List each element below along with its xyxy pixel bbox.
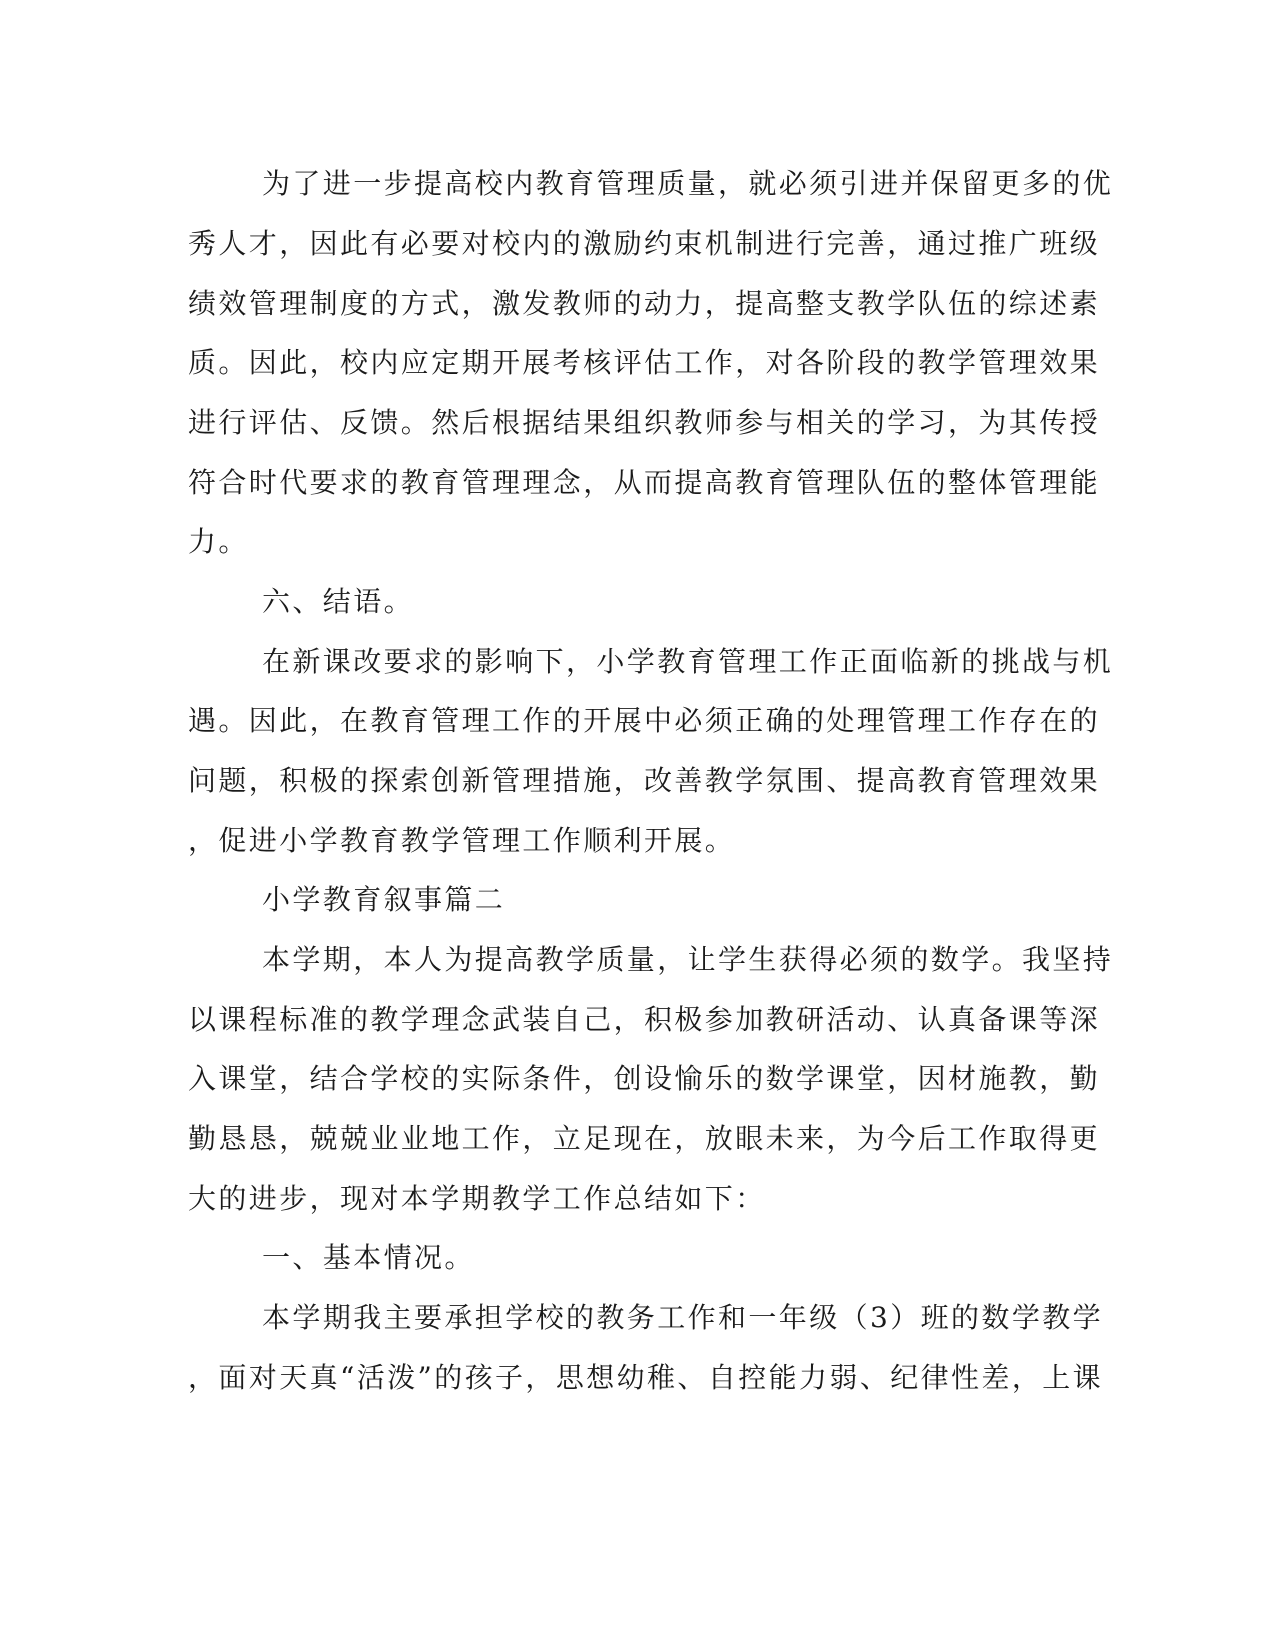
text-line: 本学期，本人为提高教学质量，让学生获得必须的数学。我坚持 <box>262 943 1114 976</box>
text-line: 力。 <box>188 525 249 558</box>
text-line: 大的进步，现对本学期教学工作总结如下： <box>188 1182 766 1215</box>
text-line: 质。因此，校内应定期开展考核评估工作，对各阶段的教学管理效果 <box>188 346 1101 379</box>
text-line: 绩效管理制度的方式，激发教师的动力，提高整支教学队伍的综述素 <box>188 287 1101 320</box>
text-line: ，面对天真“活泼”的孩子，思想幼稚、自控能力弱、纪律性差，上课 <box>188 1361 1104 1394</box>
text-line: 进行评估、反馈。然后根据结果组织教师参与相关的学习，为其传授 <box>188 406 1101 439</box>
text-line: 为了进一步提高校内教育管理质量，就必须引进并保留更多的优 <box>262 167 1114 200</box>
text-line: ，促进小学教育教学管理工作顺利开展。 <box>188 824 736 857</box>
section-heading: 六、结语。 <box>262 585 415 618</box>
section-heading: 一、基本情况。 <box>262 1241 475 1274</box>
text-line: 入课堂，结合学校的实际条件，创设愉乐的数学课堂，因材施教，勤 <box>188 1062 1101 1095</box>
text-line: 本学期我主要承担学校的教务工作和一年级（3）班的数学教学 <box>262 1301 1104 1334</box>
text-line: 在新课改要求的影响下，小学教育管理工作正面临新的挑战与机 <box>262 645 1114 678</box>
text-line: 秀人才，因此有必要对校内的激励约束机制进行完善，通过推广班级 <box>188 227 1101 260</box>
article-title: 小学教育叙事篇二 <box>262 883 506 916</box>
text-line: 以课程标准的教学理念武装自己，积极参加教研活动、认真备课等深 <box>188 1003 1101 1036</box>
text-line: 遇。因此，在教育管理工作的开展中必须正确的处理管理工作存在的 <box>188 704 1101 737</box>
text-line: 勤恳恳，兢兢业业地工作，立足现在，放眼未来，为今后工作取得更 <box>188 1122 1101 1155</box>
text-line: 问题，积极的探索创新管理措施，改善教学氛围、提高教育管理效果 <box>188 764 1101 797</box>
text-line: 符合时代要求的教育管理理念，从而提高教育管理队伍的整体管理能 <box>188 466 1101 499</box>
